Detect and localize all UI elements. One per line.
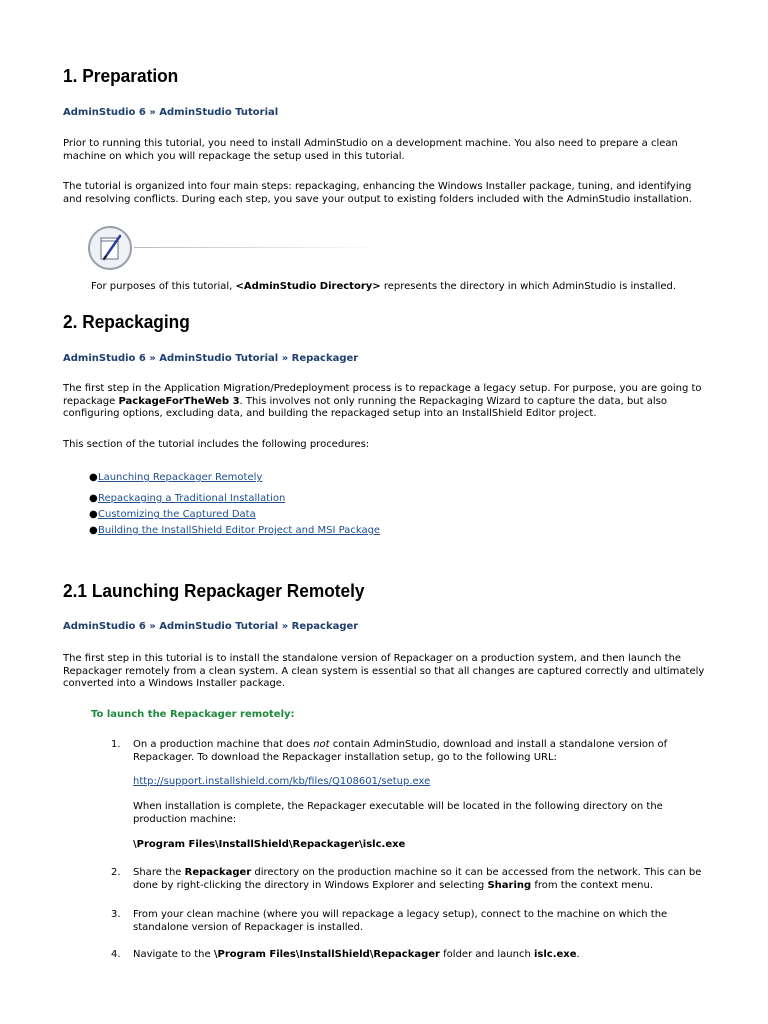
bullet-icon: ● — [89, 525, 98, 536]
step-2-bold: Repackager — [184, 867, 252, 878]
setup-download-link[interactable]: http://support.installshield.com/kb/files/Q108601/setup.exe — [133, 776, 431, 787]
procedure-title: To launch the Repackager remotely: — [91, 709, 295, 720]
step-2-post: from the context menu. — [531, 879, 654, 891]
note-text-post: represents the directory in which AdminStudio is installed. — [380, 281, 677, 292]
note-text-pre: For purposes of this tutorial, — [91, 281, 236, 292]
link-repackaging-traditional[interactable]: Repackaging a Traditional Installation — [98, 493, 286, 504]
breadcrumb-section-2-1: AdminStudio 6 » AdminStudio Tutorial » Repackager — [63, 621, 359, 632]
step-4-post: . — [576, 949, 580, 960]
notepad-pencil-icon — [88, 226, 132, 270]
breadcrumb-section-1: AdminStudio 6 » AdminStudio Tutorial — [63, 107, 279, 118]
breadcrumb-section-2: AdminStudio 6 » AdminStudio Tutorial » Repackager — [63, 353, 359, 364]
bullet-icon: ● — [89, 509, 98, 520]
step-number-3: 3. — [111, 909, 121, 920]
step-1-path: \Program Files\InstallShield\Repackager\islc.exe — [133, 839, 406, 850]
launching-paragraph-1: The first step in this tutorial is to install the standalone version of Repackager on a production system, and then launch the Repackager remotely from a clean system. A clean system is essential so that all changes are captured correctly and ultimately converted into a Windows Installer package. — [63, 653, 705, 689]
step-2-mid: directory on the production machine so it can be accessed from the network. This can be done by right-clicking the directory in Windows Explorer and selecting — [133, 867, 702, 891]
section-title-preparation: 1. Preparation — [63, 66, 179, 86]
note-divider — [134, 247, 384, 248]
step-2-bold-2: Sharing — [487, 879, 532, 891]
note-text-bold: <AdminStudio Directory> — [235, 281, 381, 292]
step-4-bold: \Program Files\InstallShield\Repackager — [213, 949, 440, 960]
list-item — [89, 470, 380, 486]
step-number-2: 2. — [111, 867, 121, 878]
step-3-text: From your clean machine (where you will repackage a legacy setup), connect to the machine on which the standalone version of Repackager is installed. — [133, 909, 668, 933]
list-item — [89, 491, 380, 507]
note-text — [91, 281, 711, 294]
step-4-bold-2: islc.exe — [533, 949, 577, 960]
step-1-post: contain AdminStudio, download and install a standalone version of Repackager. To download the Repackager installation setup, go to the following URL: — [133, 739, 668, 763]
preparation-paragraph-2: The tutorial is organized into four main steps: repackaging, enhancing the Windows Installer package, tuning, and identifying and resolving conflicts. During each step, you save your output to existing folders included with the AdminStudio installation. — [63, 181, 692, 205]
link-building-project[interactable]: Building the InstallShield Editor Project and MSI Package — [98, 525, 381, 536]
bullet-icon: ● — [89, 493, 98, 504]
repackaging-paragraph-2: This section of the tutorial includes the following procedures: — [63, 439, 370, 450]
step-4-pre: Navigate to the — [133, 949, 214, 960]
list-item — [89, 523, 380, 539]
list-item — [89, 507, 380, 523]
step-1-url-line — [133, 776, 703, 789]
procedure-link-list — [89, 470, 380, 539]
section-title-launching-remotely: 2.1 Launching Repackager Remotely — [63, 581, 365, 601]
repackaging-p1-bold: PackageForTheWeb 3 — [118, 395, 240, 407]
step-number-1: 1. — [111, 739, 121, 750]
step-1-text — [133, 739, 703, 764]
repackaging-p1-post: . This involves not only running the Repackaging Wizard to capture the data, but also configuring options, excluding data, and building the repackaged setup into an InstallShield Editor project. — [63, 395, 667, 419]
section-title-repackaging: 2. Repackaging — [63, 312, 190, 332]
link-customizing-data[interactable]: Customizing the Captured Data — [98, 509, 256, 520]
step-1-pre: On a production machine that does — [133, 739, 314, 750]
link-launching-repackager[interactable]: Launching Repackager Remotely — [98, 472, 263, 483]
step-number-4: 4. — [111, 949, 121, 960]
repackaging-paragraph-1 — [63, 383, 713, 421]
step-2-pre: Share the — [133, 867, 185, 878]
step-1-after-text: When installation is complete, the Repackager executable will be located in the following directory on the production machine: — [133, 801, 663, 825]
step-1-emphasis: not — [313, 739, 330, 750]
step-2-text — [133, 867, 703, 892]
preparation-paragraph-1: Prior to running this tutorial, you need to install AdminStudio on a development machine. You also need to prepare a clean machine on which you will repackage the setup used in this tutorial. — [63, 138, 678, 162]
bullet-icon: ● — [89, 472, 98, 483]
step-4-text — [133, 949, 703, 962]
step-4-mid: folder and launch — [439, 949, 534, 960]
repackaging-p1-pre: The first step in the Application Migration/Predeployment process is to repackage a legacy setup. For purpose, you are going to repackage — [63, 383, 702, 407]
